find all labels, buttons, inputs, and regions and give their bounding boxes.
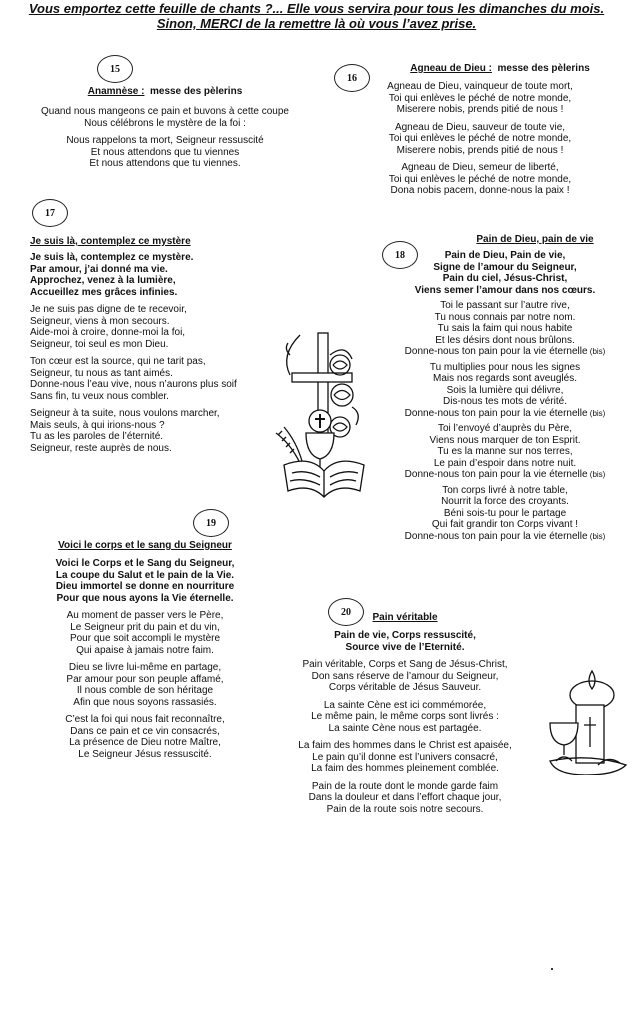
stanza	[270, 700, 540, 735]
lyric-line: Le Seigneur prit du pain et du vin,	[70, 621, 220, 633]
lyric-line: Par amour pour son peuple affamé,	[66, 673, 224, 685]
song-15-title-main: Anamnèse :	[87, 86, 145, 97]
lyric-line: Dans la douleur et dans l’effort chaque jour,	[308, 792, 502, 803]
stanza	[30, 408, 310, 454]
lyric-line: Le pain qu’il donne est l’univers consacré,	[312, 751, 498, 763]
lyric-line: Dieu se livre lui-même en partage,	[68, 662, 222, 673]
lyric-line: Nourrit la force des croyants.	[441, 496, 569, 507]
song-18-title-main: Pain de Dieu, pain de vie	[476, 234, 594, 245]
lyric-line: Pour que nous ayons la Vie éternelle.	[56, 592, 234, 604]
lyric-line: Source vive de l’Eternité.	[345, 641, 465, 653]
lyric-line: Signe de l’amour du Seigneur,	[433, 261, 577, 273]
lyric-line: Et les désirs dont nous brûlons.	[435, 334, 575, 346]
lyric-line: La coupe du Salut et le pain de la Vie.	[55, 569, 235, 581]
lyric-line: Le Seigneur Jésus ressuscité.	[78, 748, 212, 760]
song-16	[335, 63, 625, 197]
lyric-line: Qui fait grandir ton Corps vivant !	[431, 519, 579, 530]
lyric-line: Tu es la manne sur nos terres,	[437, 446, 573, 457]
lyric-line: Toi le passant sur l’autre rive,	[440, 300, 570, 311]
stanza	[385, 423, 625, 481]
lyric-line: Toi l’envoyé d’auprès du Père,	[438, 423, 572, 434]
header-line-1: Vous emportez cette feuille de chants ?... Elle vous servira pour tous les dimanches du mois.	[28, 1, 605, 16]
lyric-line: Afin que nous soyons rassasiés.	[73, 696, 217, 708]
stanza	[335, 162, 625, 197]
lyric-line: Ton corps livré à notre table,	[442, 484, 568, 496]
song-15-title	[20, 86, 310, 98]
song-16-title	[335, 63, 625, 75]
lyric-line: Agneau de Dieu, semeur de liberté,	[401, 162, 559, 173]
footer-dot	[551, 968, 553, 970]
lyric-line: Pain de la route sois notre secours.	[326, 803, 484, 815]
lyric-line: Et nous attendons que tu viennes	[90, 146, 240, 158]
lyric-line: Pour que soit accompli le mystère	[69, 633, 221, 644]
bis-label: (bis)	[587, 470, 606, 479]
song-20-refrain	[270, 630, 540, 653]
lyric-line: Dans ce pain et ce vin consacrés,	[70, 725, 220, 737]
lyric-line: Le pain d’espoir dans notre nuit.	[433, 457, 577, 469]
lyric-line: Le même pain, le même corps sont livrés :	[311, 711, 499, 722]
song-20-stanzas	[270, 659, 540, 815]
song-15	[20, 86, 310, 170]
lyric-line: Il nous comble de son héritage	[76, 685, 214, 696]
candle-chalice-bread-icon	[540, 665, 630, 775]
lyric-line: Voici le Corps et le Sang du Seigneur,	[55, 558, 235, 569]
song-number-16: 16	[334, 64, 370, 92]
song-19-title-main: Voici le corps et le sang du Seigneur	[58, 540, 232, 551]
chorus-line	[385, 469, 625, 481]
lyric-line: Ton cœur est la source, qui ne tarit pas,	[30, 356, 206, 367]
lyric-line: Viens semer l’amour dans nos cœurs.	[414, 284, 596, 296]
song-16-subtitle: messe des pèlerins	[497, 63, 590, 74]
song-19-refrain	[20, 558, 270, 604]
lyric-line: Seigneur à ta suite, nous voulons marcher,	[30, 408, 220, 419]
song-20-title-main: Pain véritable	[372, 612, 438, 623]
lyric-line: Seigneur, toi seul es mon Dieu.	[30, 338, 169, 350]
lyric-line: Au moment de passer vers le Père,	[66, 610, 224, 621]
lyric-line: Tu sais la faim qui nous habite	[437, 323, 573, 334]
stanza	[385, 485, 625, 543]
song-number-19: 19	[193, 509, 229, 537]
lyric-line: Agneau de Dieu, vainqueur de toute mort,	[387, 81, 573, 92]
song-18	[385, 234, 625, 542]
lyric-line: Mais seuls, à qui irions-nous ?	[30, 419, 165, 431]
stanza	[385, 362, 625, 420]
lyric-line: La faim des hommes dans le Christ est apaisée,	[298, 740, 512, 751]
lyric-line: Je suis là, contemplez ce mystère.	[30, 252, 194, 263]
chorus-line	[385, 346, 625, 358]
lyric-line: Toi qui enlèves le péché de notre monde,	[388, 173, 572, 185]
lyric-line: Pain de Dieu, Pain de vie,	[444, 250, 566, 261]
song-16-title-main: Agneau de Dieu :	[410, 63, 492, 74]
chorus-text: Donne-nous ton pain pour la vie éternelle	[404, 407, 588, 419]
stanza	[30, 356, 310, 402]
lyric-line: Seigneur, reste auprès de nous.	[30, 442, 172, 454]
chorus-text: Donne-nous ton pain pour la vie éternelle	[404, 346, 588, 357]
song-18-stanzas	[385, 300, 625, 542]
lyric-line: Nous célébrons le mystère de la foi :	[84, 117, 246, 129]
chorus-text: Donne-nous ton pain pour la vie éternelle	[404, 469, 588, 480]
lyric-line: Agneau de Dieu, sauveur de toute vie,	[394, 121, 566, 133]
lyric-line: Toi qui enlèves le péché de notre monde,	[388, 92, 572, 104]
lyric-line: Tu as les paroles de l’éternité.	[30, 431, 164, 442]
song-15-subtitle: messe des pèlerins	[149, 86, 243, 97]
lyric-line: La sainte Cène nous est partagée.	[328, 722, 482, 734]
lyric-line: Miserere nobis, prends pitié de nous !	[396, 144, 564, 156]
stanza	[385, 300, 625, 358]
song-number-15: 15	[97, 55, 133, 83]
stanza	[20, 106, 310, 129]
lyric-line: Tu nous connais par notre nom.	[434, 311, 576, 323]
song-18-title	[385, 234, 625, 246]
lyric-line: Viens nous marquer de ton Esprit.	[429, 434, 581, 446]
song-17-stanzas	[30, 304, 310, 454]
lyric-line: Dieu immortel se donne en nourriture	[55, 581, 235, 592]
stanza	[20, 610, 270, 656]
chorus-text: Donne-nous ton pain pour la vie éternelle	[404, 530, 588, 542]
lyric-line: Et nous attendons que tu viennes.	[89, 158, 241, 169]
song-17-title	[30, 236, 310, 248]
stanza	[20, 135, 310, 170]
song-19-stanzas	[20, 610, 270, 760]
lyric-line: Tu multiplies pour nous les signes	[429, 361, 581, 373]
lyric-line: Toi qui enlèves le péché de notre monde,	[388, 133, 572, 144]
lyric-line: Pain véritable, Corps et Sang de Jésus-Christ,	[302, 659, 508, 670]
lyric-line: Aide-moi à croire, donne-moi la foi,	[30, 327, 186, 338]
stanza	[270, 781, 540, 816]
lyric-line: Seigneur, tu nous as tant aimés.	[30, 367, 173, 379]
lyric-line: Pain du ciel, Jésus-Christ,	[442, 273, 568, 284]
lyric-line: Accueillez mes grâces infinies.	[30, 286, 178, 298]
song-19-title	[20, 540, 270, 552]
lyric-line: Seigneur, viens à mon secours.	[30, 315, 170, 327]
lyric-line: Quand nous mangeons ce pain et buvons à cette coupe	[41, 106, 289, 117]
song-17-title-main: Je suis là, contemplez ce mystère	[30, 236, 191, 247]
stanza	[270, 740, 540, 775]
stanza	[30, 304, 310, 350]
song-number-18: 18	[382, 241, 418, 269]
stanza	[335, 81, 625, 116]
lyric-line: Dona nobis pacem, donne-nous la paix !	[390, 185, 570, 196]
lyric-line: Pain de la route dont le monde garde faim	[311, 780, 499, 792]
bis-label: (bis)	[587, 347, 606, 356]
song-20-title	[270, 612, 540, 624]
lyric-line: Sans fin, tu veux nous combler.	[30, 390, 169, 402]
stanza	[335, 122, 625, 157]
lyric-line: Dis-nous tes mots de vérité.	[443, 396, 567, 407]
lyric-line: Miserere nobis, prends pitié de nous !	[396, 104, 564, 115]
song-20	[270, 612, 540, 815]
chalice-cross-bible-roses-icon	[270, 315, 370, 500]
lyric-line: Nous rappelons ta mort, Seigneur ressuscité	[66, 135, 264, 146]
lyric-line: Par amour, j’ai donné ma vie.	[30, 263, 168, 275]
song-15-stanzas	[20, 106, 310, 170]
lyric-line: Approchez, venez à la lumière,	[30, 275, 176, 286]
lyric-line: Béni sois-tu pour le partage	[443, 507, 567, 519]
lyric-line: Mais nos regards sont aveuglés.	[433, 373, 577, 384]
bis-label: (bis)	[587, 408, 606, 418]
bis-label: (bis)	[587, 531, 606, 541]
lyric-line: Donne-nous l’eau vive, nous n’aurons plus soif	[30, 379, 237, 390]
chorus-line	[385, 531, 625, 543]
page-header	[0, 1, 633, 31]
lyric-line: Qui apaise à jamais notre faim.	[76, 644, 214, 656]
header-line-2: Sinon, MERCI de la remettre là où vous l’avez prise.	[156, 16, 477, 31]
song-17-refrain	[30, 252, 310, 298]
lyric-line: La présence de Dieu notre Maître,	[69, 737, 221, 748]
lyric-line: Sois la lumière qui délivre,	[446, 384, 564, 396]
song-number-17: 17	[32, 199, 68, 227]
lyric-line: La sainte Cène est ici commémorée,	[323, 699, 487, 711]
lyric-line: Je ne suis pas digne de te recevoir,	[30, 304, 187, 315]
lyric-line: La faim des hommes pleinement comblée.	[311, 763, 499, 774]
lyric-line: C’est la foi qui nous fait reconnaître,	[65, 714, 225, 725]
song-18-refrain	[385, 250, 625, 296]
stanza	[20, 662, 270, 708]
song-16-stanzas	[335, 81, 625, 197]
song-number-20: 20	[328, 598, 364, 626]
song-17	[30, 236, 310, 454]
song-19	[20, 540, 270, 760]
stanza	[20, 714, 270, 760]
lyric-line: Don sans réserve de l’amour du Seigneur,	[311, 670, 499, 682]
chorus-line	[385, 408, 625, 420]
lyric-line: Corps véritable de Jésus Sauveur.	[328, 682, 482, 693]
lyric-line: Pain de vie, Corps ressuscité,	[334, 630, 476, 641]
stanza	[270, 659, 540, 694]
